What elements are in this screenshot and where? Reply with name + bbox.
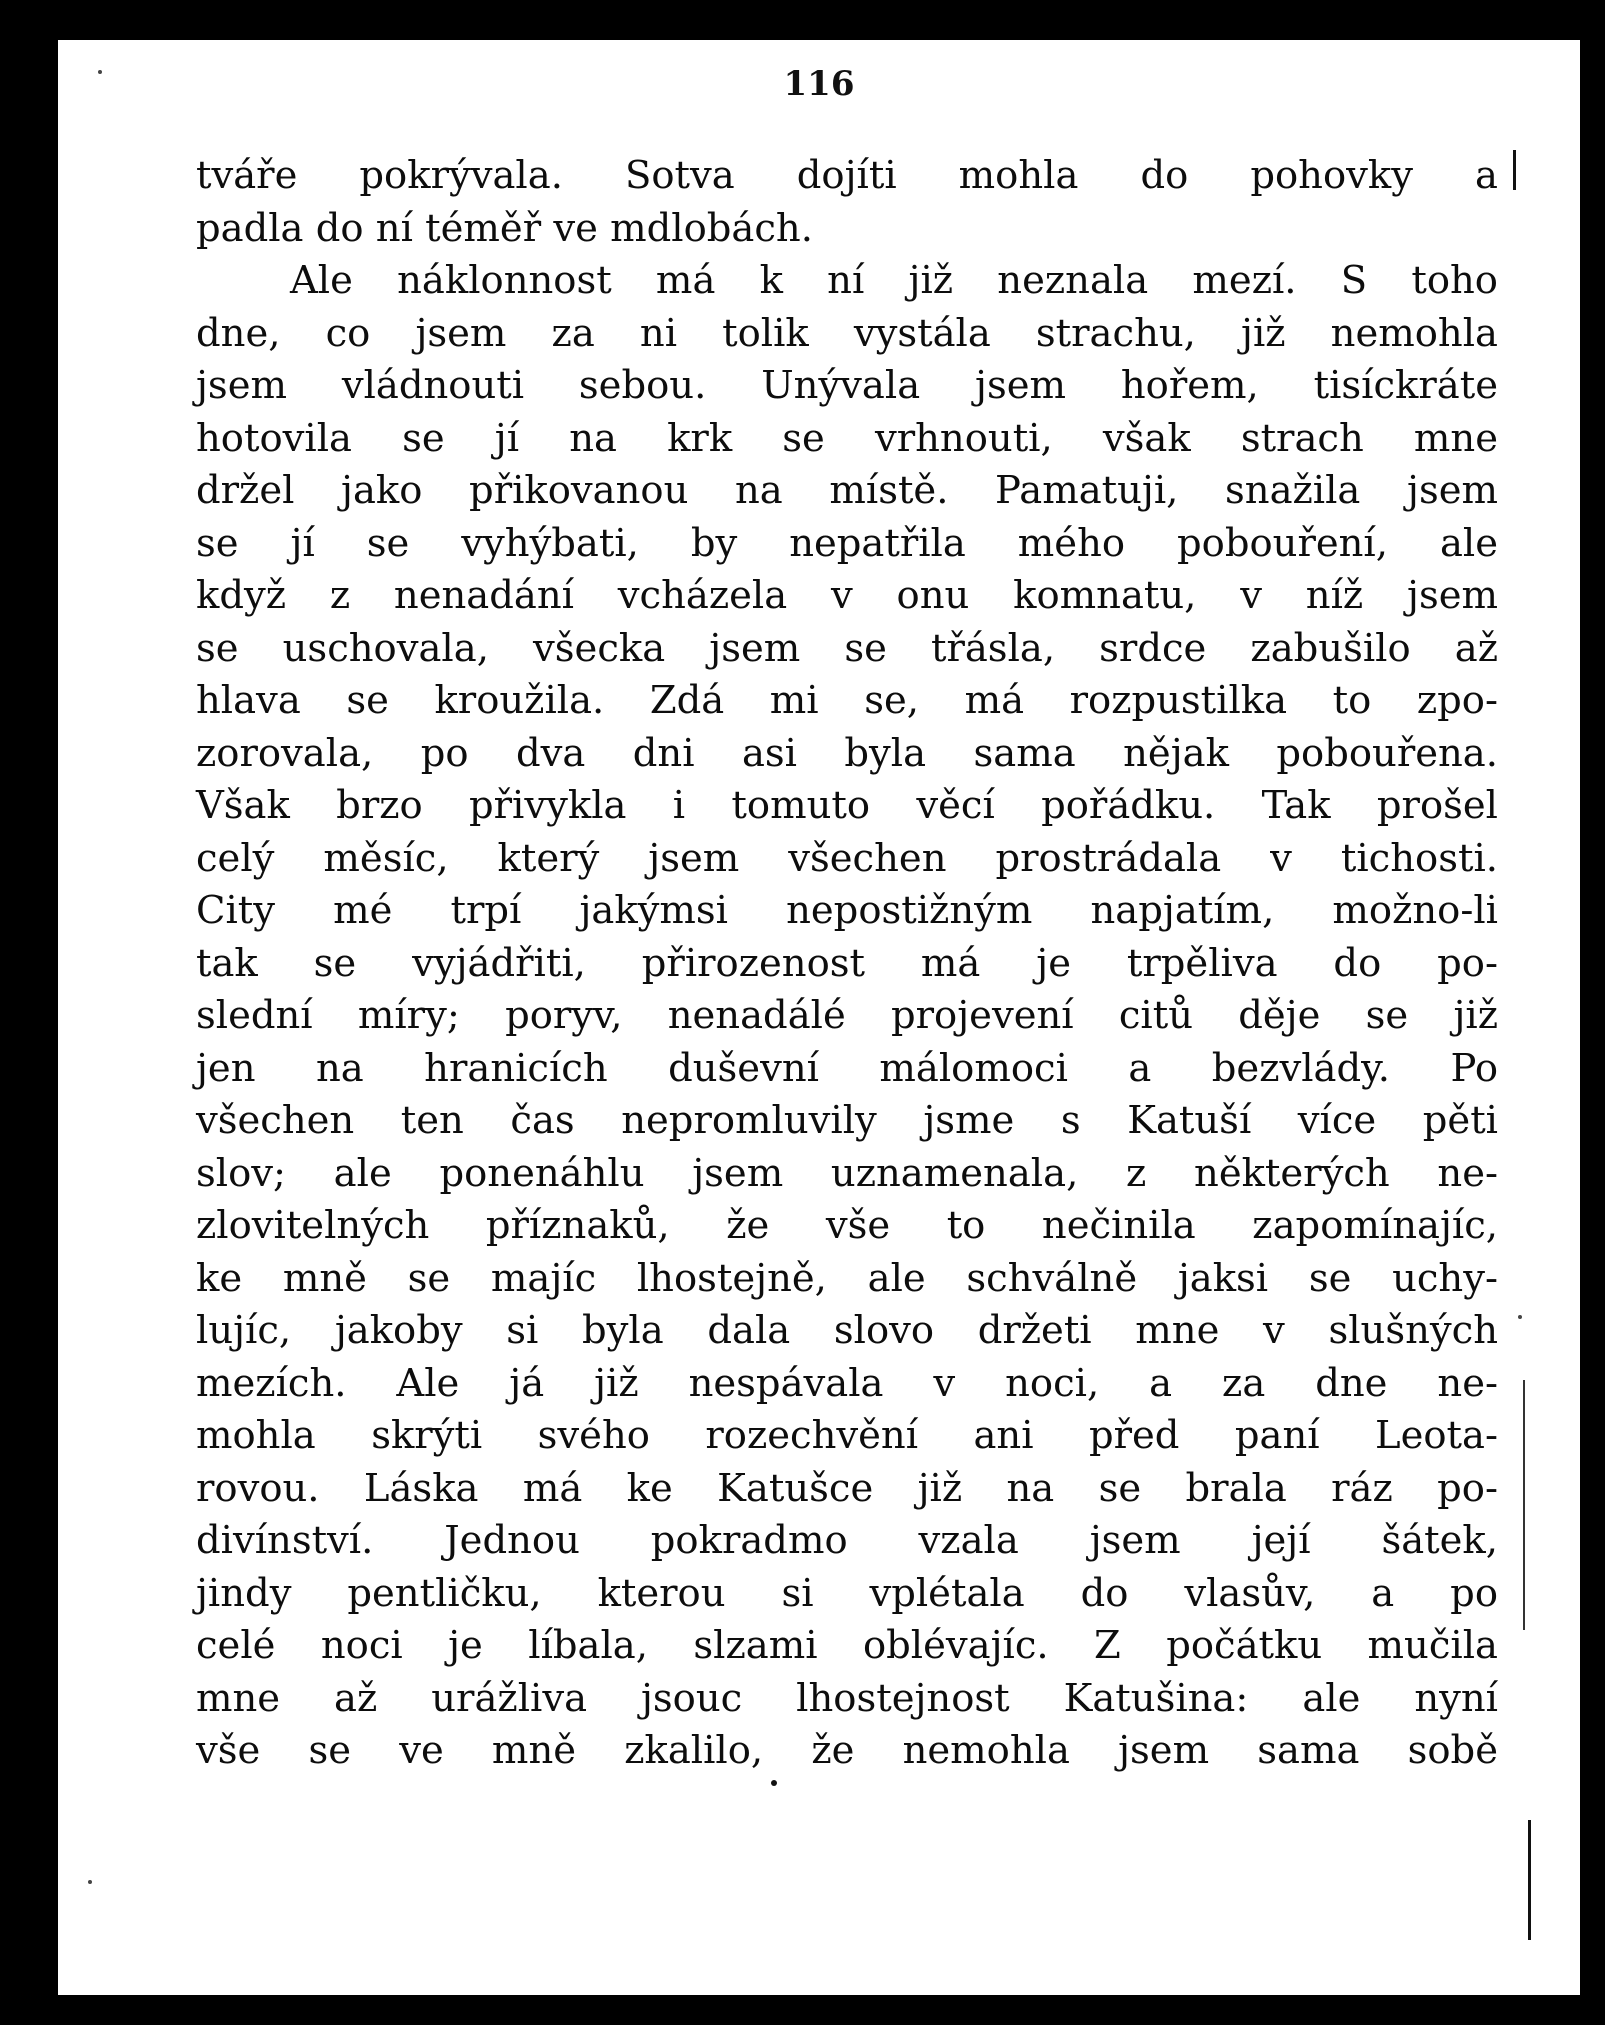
text-line: lujíc, jakoby si byla dala slovo držeti mne v slušných — [196, 1308, 1498, 1353]
page-edge-mark — [1513, 150, 1516, 190]
page-edge-mark — [1523, 1380, 1525, 1630]
text-line: se jí se vyhýbati, by nepatřila mého pobouření, ale — [196, 520, 1498, 566]
text-line: rovou. Láska má ke Katušce již na se brala ráz po- — [196, 1465, 1498, 1511]
text-line: mne až urážliva jsouc lhostejnost Katušina: ale nyní — [196, 1675, 1498, 1721]
paper-speck — [88, 1880, 92, 1884]
text-line: ke mně se majíc lhostejně, ale schválně jaksi se uchy- — [196, 1255, 1498, 1301]
text-line: mohla skrýti svého rozechvění ani před paní Leota- — [196, 1413, 1498, 1458]
text-line: celé noci je líbala, slzami oblévajíc. Z počátku mučila — [196, 1623, 1498, 1668]
text-line: jindy pentličku, kterou si vplétala do vlasův, a po — [196, 1570, 1498, 1616]
text-line: Ale náklonnost má k ní již neznala mezí. S toho — [290, 258, 1498, 303]
text-line: padla do ní téměř ve mdlobách. — [196, 205, 813, 251]
text-line: tak se vyjádřiti, přirozenost má je trpěliva do po- — [196, 940, 1498, 986]
ink-dot — [771, 1780, 777, 1786]
page-edge-mark — [1528, 1820, 1531, 1940]
text-line: se uschovala, všecka jsem se třásla, srdce zabušilo až — [196, 625, 1498, 671]
text-line: držel jako přikovanou na místě. Pamatuji, snažila jsem — [196, 468, 1498, 513]
text-line: celý měsíc, který jsem všechen prostrádala v tichosti. — [196, 835, 1498, 881]
text-line: hlava se kroužila. Zdá mi se, má rozpustilka to zpo- — [196, 678, 1498, 723]
text-line: Však brzo přivykla i tomuto věcí pořádku. Tak prošel — [196, 783, 1498, 828]
text-line: divínství. Jednou pokradmo vzala jsem její šátek, — [196, 1518, 1498, 1563]
text-line: City mé trpí jakýmsi nepostižným napjatím, možno-li — [196, 888, 1498, 933]
page-text — [196, 150, 1498, 1778]
text-line: všechen ten čas nepromluvily jsme s Katuší více pěti — [196, 1098, 1498, 1143]
text-line: vše se ve mně zkalilo, že nemohla jsem sama sobě — [196, 1728, 1498, 1773]
paper-speck — [98, 70, 102, 74]
text-line: zlovitelných příznaků, že vše to nečinila zapomínajíc, — [196, 1203, 1498, 1248]
text-line: mezích. Ale já již nespávala v noci, a za dne ne- — [196, 1360, 1498, 1406]
text-line: jen na hranicích duševní málomoci a bezvlády. Po — [196, 1045, 1498, 1091]
text-line: zorovala, po dva dni asi byla sama nějak pobouřena. — [196, 730, 1498, 776]
book-page — [58, 40, 1580, 1995]
text-line: tváře pokrývala. Sotva dojíti mohla do pohovky a — [196, 153, 1498, 198]
text-line: když z nenadání vcházela v onu komnatu, v níž jsem — [196, 573, 1498, 618]
text-line: hotovila se jí na krk se vrhnouti, však strach mne — [196, 415, 1498, 461]
page-number: 116 — [783, 64, 855, 104]
text-line: slední míry; poryv, nenadálé projevení citů děje se již — [196, 993, 1498, 1038]
text-line: slov; ale ponenáhlu jsem uznamenala, z některých ne- — [196, 1150, 1498, 1196]
paper-speck — [1518, 1315, 1522, 1319]
text-line: jsem vládnouti sebou. Unývala jsem hořem, tisíckráte — [196, 363, 1498, 408]
text-line: dne, co jsem za ni tolik vystála strachu, již nemohla — [196, 310, 1498, 356]
